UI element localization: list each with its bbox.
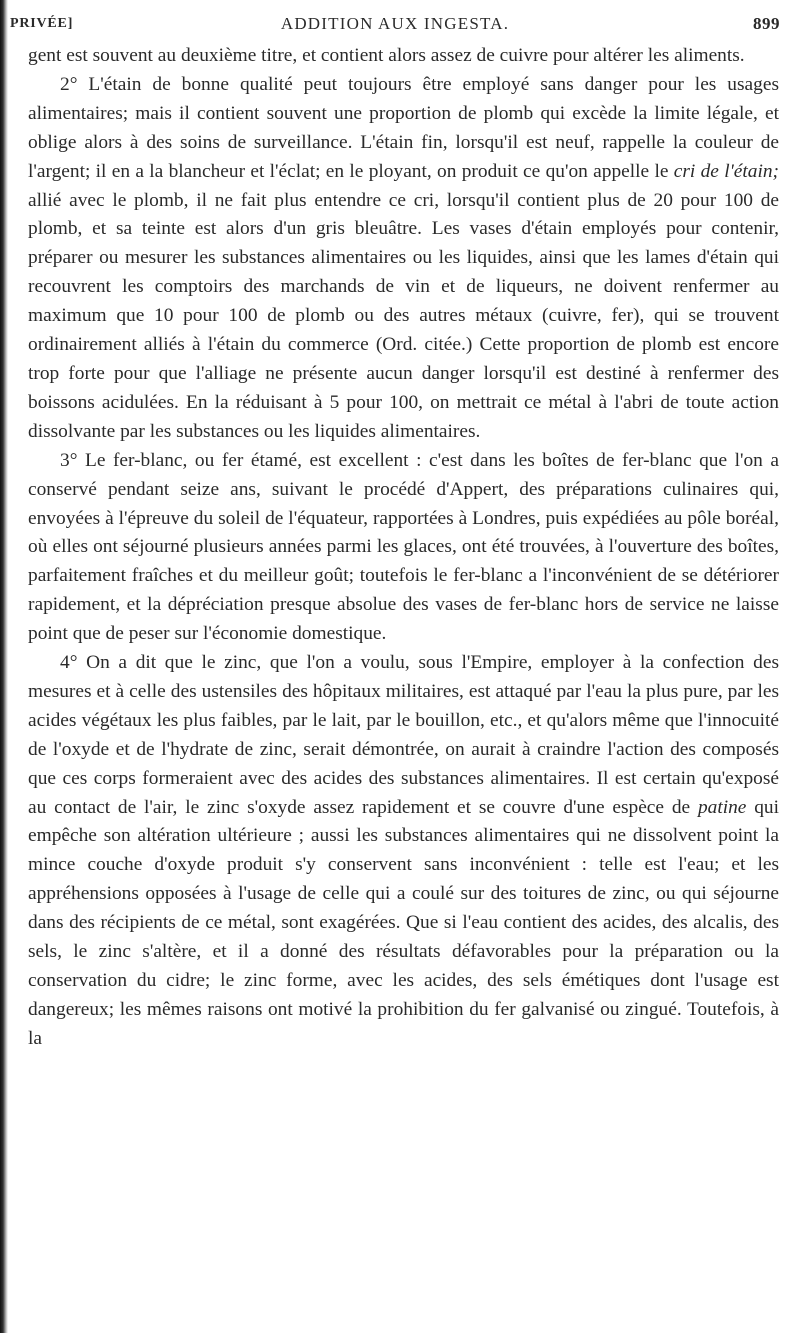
running-header bbox=[10, 12, 780, 38]
header-title: ADDITION AUX INGESTA. bbox=[280, 14, 510, 33]
paragraph-zinc-part2: qui empêche son altération ultérieure ; aussi les substances alimentaires qui ne dissolvent point la mince couche d'oxyde produit s'y conservent sans inconvénient : telle est l'eau; et les appréhensions opposées à l'usage de celle qui a coulé sur des toitures de zinc, ou qui séjourne dans des récipients de ce métal, sont exagérées. Que si l'eau contient des acides, des alcalis, des sels, le zinc s'altère, et il a donné des résultats défavorables pour la préparation ou la conservation du cidre; le zinc forme, avec les acides, des sels émétiques dont l'usage est dangereux; les mêmes raisons ont motivé la prohibition du fer galvanisé ou zingué. Toutefois, à la bbox=[28, 796, 779, 1049]
page-binding-edge bbox=[0, 0, 8, 1333]
paragraph-etain-part1: 2° L'étain de bonne qualité peut toujours être employé sans danger pour les usages alimentaires; mais il contient souvent une proportion de plomb qui excède la limite légale, et oblige alors à des soins de surveillance. L'étain fin, lorsqu'il est neuf, rappelle la couleur de l'argent; il en a la blancheur et l'éclat; en le ployant, on produit ce qu'on appelle le bbox=[28, 73, 779, 182]
page-number: 899 bbox=[753, 14, 780, 33]
italic-term-cri-de-l-etain: cri de l'étain; bbox=[673, 160, 779, 182]
paragraph-zinc bbox=[28, 649, 779, 1054]
paragraph-continuation: gent est souvent au deuxième titre, et contient alors assez de cuivre pour altérer les aliments. bbox=[28, 45, 745, 66]
body-text bbox=[28, 42, 779, 1054]
italic-term-patine: patine bbox=[697, 796, 747, 818]
paragraph-etain-part2: allié avec le plomb, il ne fait plus entendre ce cri, lorsqu'il contient plus de 20 pour 100 de plomb, et sa teinte est alors d'un gris bleuâtre. Les vases d'étain employés pour contenir, préparer ou mesurer les substances alimentaires ou les liquides, ainsi que les lames d'étain qui recouvrent les comptoirs des marchands de vin et de liqueurs, ne doivent renfermer au maximum que 10 pour 100 de plomb ou des autres métaux (cuivre, fer), qui se trouvent ordinairement alliés à l'étain du commerce (Ord. citée.) Cette proportion de plomb est encore trop forte pour que l'alliage ne présente aucun danger lorsqu'il est destiné à renfermer des boissons acidulées. En la réduisant à 5 pour 100, on mettrait ce métal à l'abri de toute action dissolvante par les substances ou les liquides alimentaires. bbox=[28, 189, 779, 442]
paragraph-zinc-part1: 4° On a dit que le zinc, que l'on a voulu, sous l'Empire, employer à la confection des mesures et à celle des ustensiles des hôpitaux militaires, est attaqué par l'eau la plus pure, par les acides végétaux les plus faibles, par le lait, par le bouillon, etc., et qu'alors même que l'innocuité de l'oxyde et de l'hydrate de zinc, serait démontrée, on aurait à craindre l'action des composés que ces corps formeraient avec des acides des substances alimentaires. Il est certain qu'exposé au contact de l'air, le zinc s'oxyde assez rapidement et se couvre d'une espèce de bbox=[28, 652, 779, 818]
paragraph-fer-blanc: 3° Le fer-blanc, ou fer étamé, est excellent : c'est dans les boîtes de fer-blanc que l'on a conservé pendant seize ans, suivant le procédé d'Appert, des préparations culinaires qui, envoyées à l'épreuve du soleil de l'équateur, rapportées à Londres, puis expédiées au pôle boréal, où elles ont séjourné plusieurs années parmi les glaces, ont été trouvées, à l'ouverture des boîtes, parfaitement fraîches et du meilleur goût; toutefois le fer-blanc a l'inconvénient de se détériorer rapidement, et la dépréciation presque absolue des vases de fer-blanc hors de service ne laisse point que de peser sur l'économie domestique. bbox=[28, 449, 779, 645]
header-section-label: PRIVÉE] bbox=[10, 16, 74, 31]
paragraph-etain bbox=[28, 71, 779, 447]
